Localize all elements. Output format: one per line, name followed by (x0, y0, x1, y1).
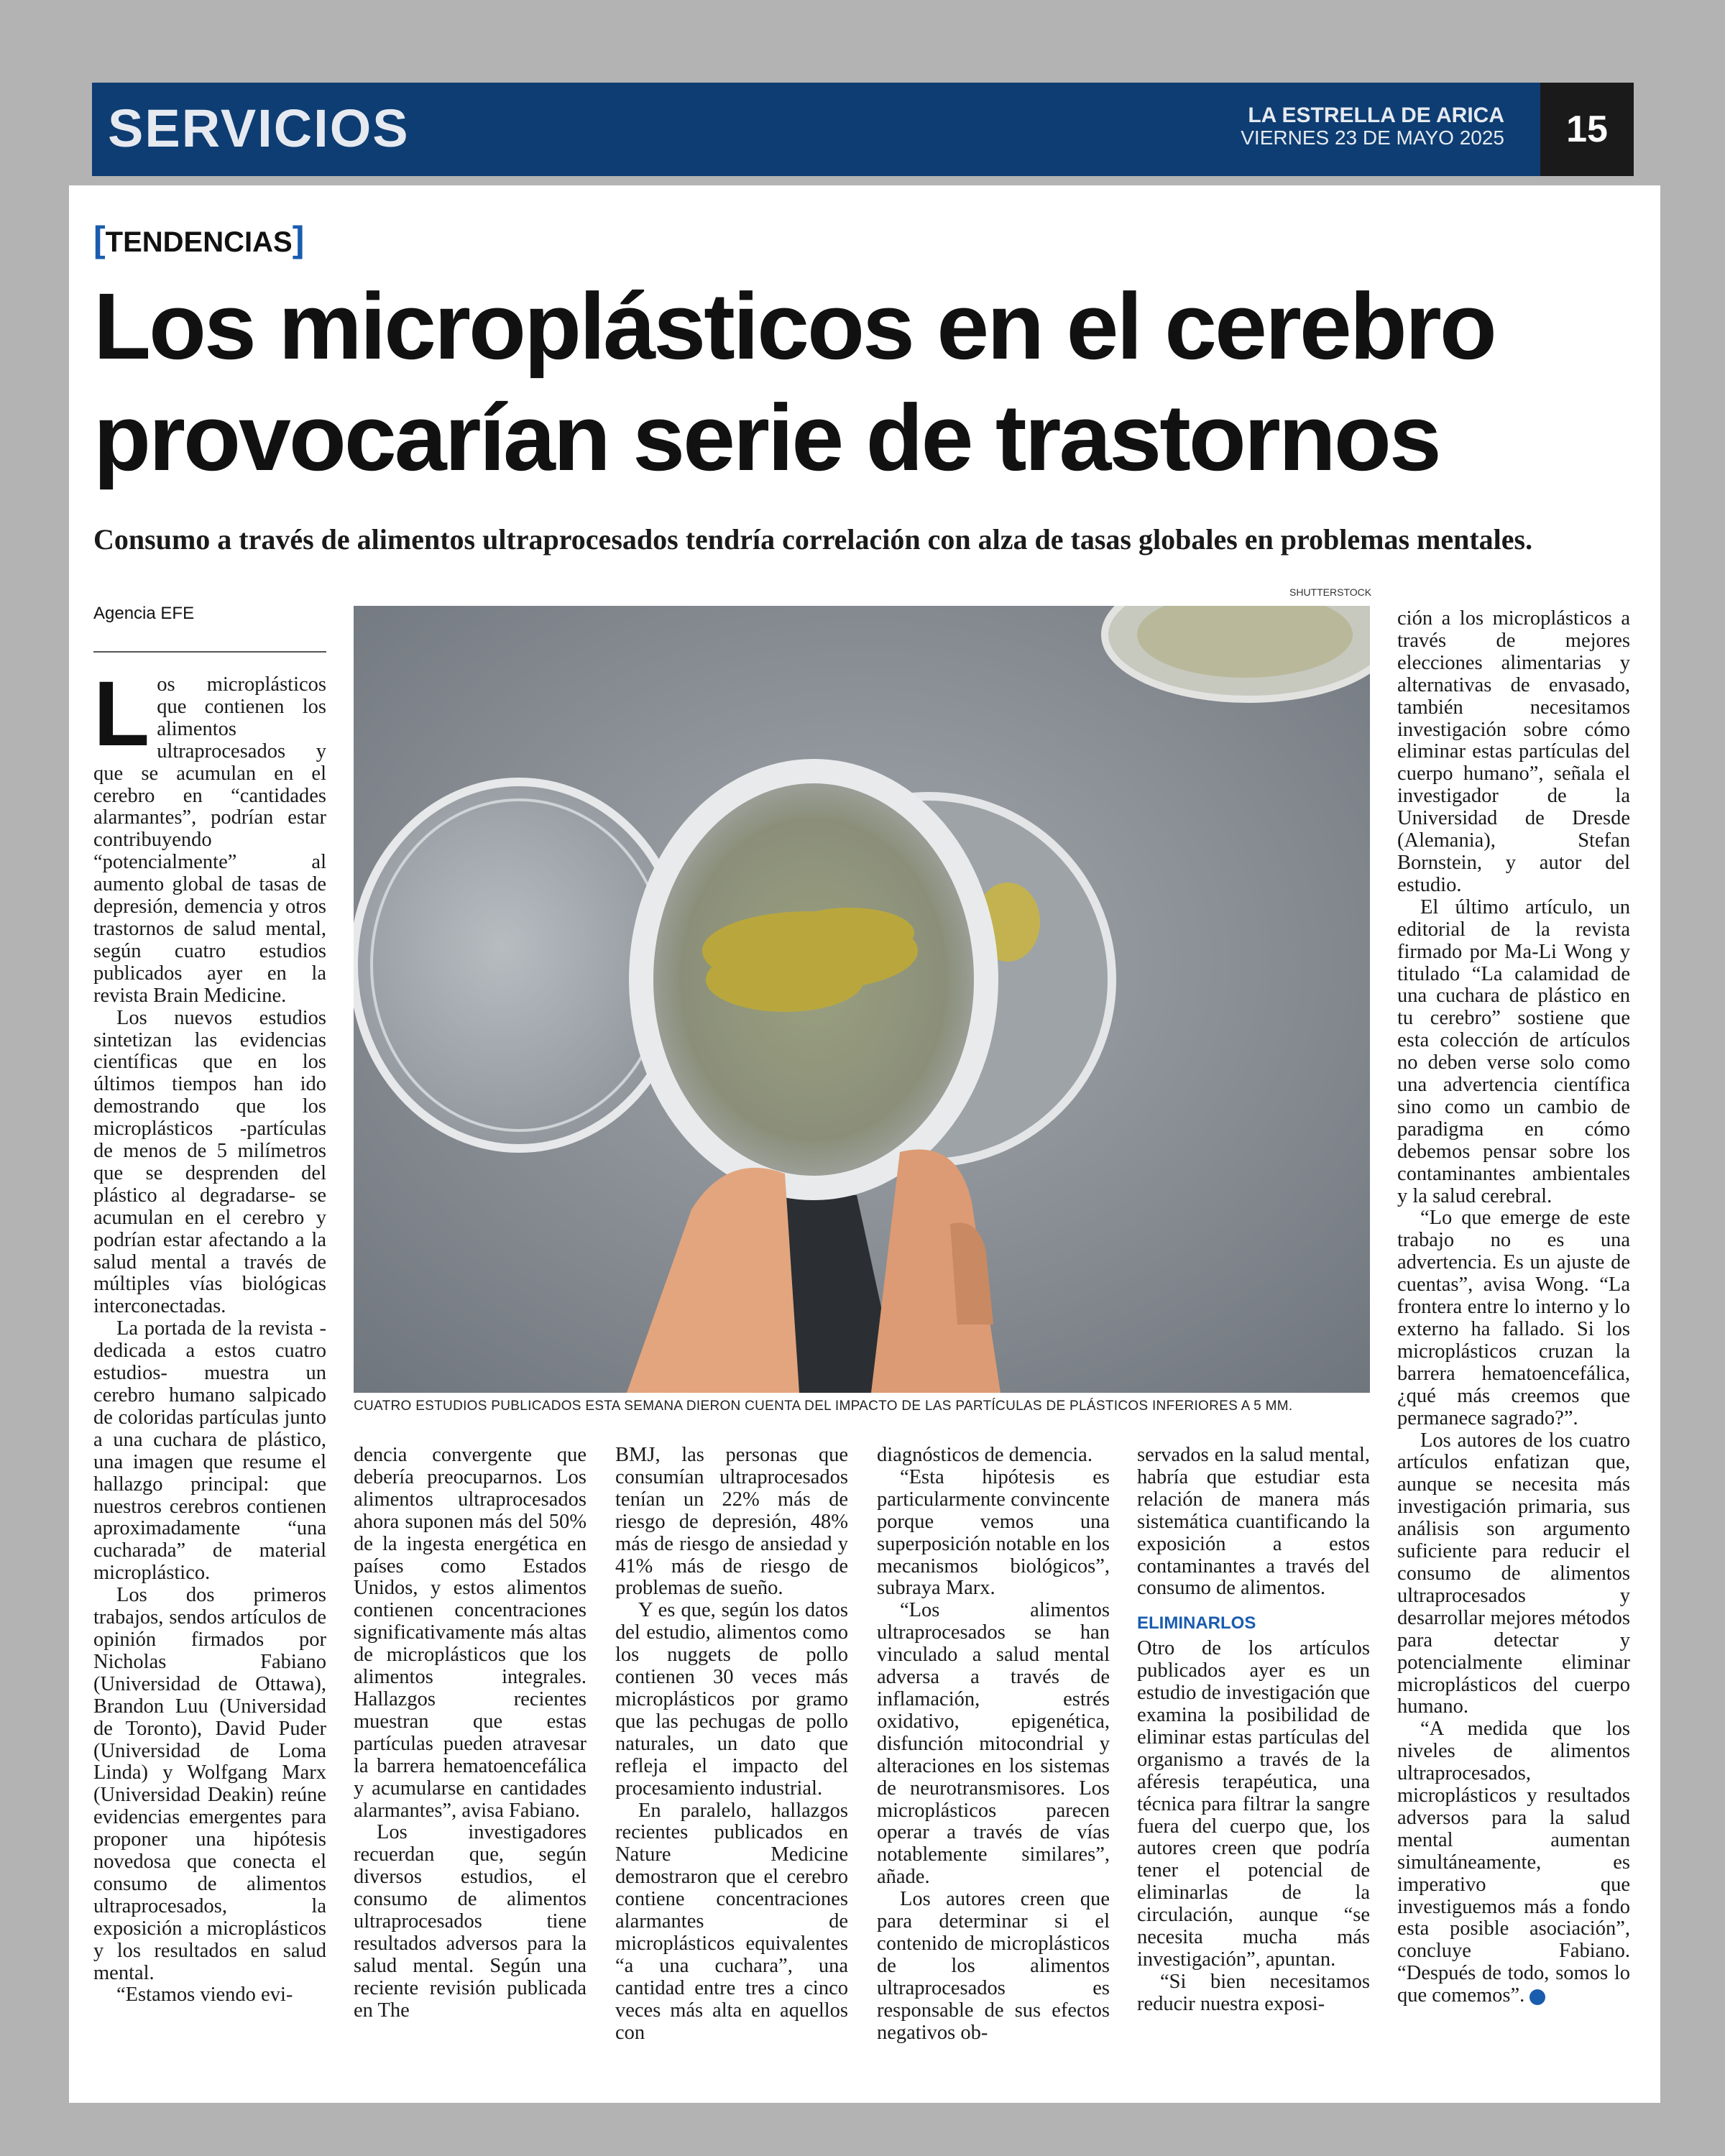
headline (93, 270, 1639, 493)
paragraph: En paralelo, hallazgos recientes publicados en Nature Medicine demostraron que el cerebro contiene concentraciones alarmantes de microplásticos equivalentes “a una cuchara”, una cantidad entre tres a cinco veces más alta en aquellos con (615, 1799, 848, 2044)
paragraph: dencia convergente que debería preocuparnos. Los alimentos ultraprocesados ahora suponen más del 50% de la ingesta energética en países como Estados Unidos, y estos alimentos contienen concentraciones significativamente más altas de microplásticos que los alimentos integrales. Hallazgos recientes muestran que estas partículas pueden atravesar la barrera hematoencefálica y acumularse en cantidades alarmantes”, avisa Fabiano. (354, 1444, 586, 1822)
drop-cap: L (93, 663, 150, 765)
paragraph: Los nuevos estudios sintetizan las evidencias científicas que en los últimos tiempos han ido demostrando que los microplásticos -partículas de menos de 5 milímetros que se desprenden del plástico al degradarse- se acumulan en el cerebro y podrían estar afectando a la salud mental a través de múltiples vías biológicas interconectadas. (93, 1006, 326, 1318)
kicker: [TENDENCIAS] (93, 219, 305, 259)
paragraph: El último artículo, un editorial de la revista firmado por Ma-Li Wong y titulado “La calamidad de una cuchara de plástico en tu cerebro” sostiene que esta colección de artículos no deben verse solo como una advertencia científica sino como un cambio de paradigma en cómo debemos pensar sobre los contaminantes ambientales y la salud cerebral. (1397, 895, 1630, 1207)
paragraph: Los autores de los cuatro artículos enfatizan que, aunque se necesita más investigación primaria, sus análisis son argumento suficiente para reducir el consumo de alimentos ultraprocesados y desarrollar mejores métodos para detectar y potencialmente eliminar microplásticos del cuerpo humano. (1397, 1429, 1630, 1718)
publication-date: VIERNES 23 DE MAYO 2025 (1241, 126, 1504, 149)
paragraph: Los autores creen que para determinar si el contenido de microplásticos de los alimentos ultraprocesados es responsable de sus efectos negativos ob- (877, 1888, 1110, 2044)
kicker-label: TENDENCIAS (105, 226, 293, 258)
deck: Consumo a través de alimentos ultraprocesados tendría correlación con alza de tasas globales en problemas mentales. (93, 523, 1533, 556)
paragraph: “Los alimentos ultraprocesados se han vinculado a salud mental adversa a través de inflamación, estrés oxidativo, epigenética, disfunción mitocondrial y alteraciones en los sistemas de neurotransmisores. Los microplásticos parecen operar a través de vías notablemente similares”, añade. (877, 1599, 1110, 1889)
paragraph: diagnósticos de demencia. (877, 1444, 1092, 1466)
column-4 (877, 1445, 1110, 2044)
paragraph: Y es que, según los datos del estudio, alimentos como los nuggets de pollo contienen 30 veces más microplásticos por gramo que las pechugas de pollo naturales, un dato que refleja el impacto del procesamiento industrial. (615, 1599, 848, 1800)
paragraph: “Esta hipótesis es particularmente convincente porque vemos una superposición notable en los mecanismos biológicos”, subraya Marx. (877, 1465, 1110, 1600)
paragraph: servados en la salud mental, habría que estudiar esta relación de manera más sistemática cuantificando la exposición a estos contaminantes a través del consumo de alimentos. (1137, 1444, 1370, 1600)
paragraph: Los microplásticos que contienen los alimentos ultraprocesados y que se acumulan en el cerebro en “cantidades alarmantes”, podrían estar contribuyendo “potencialmente” al aumento global de tasas de depresión, demencia y otros trastornos de salud mental, según cuatro estudios publicados ayer en la revista Brain Medicine. (93, 663, 326, 1007)
headline-line-2: provocarían serie de trastornos (93, 384, 1440, 490)
paragraph: Los dos primeros trabajos, sendos artículos de opinión firmados por Nicholas Fabiano (Universidad de Ottawa), Brandon Luu (Universidad de Toronto), David Puder (Universidad de Loma Linda) y Wolfgang Marx (Universidad Deakin) reúne evidencias emergentes para proponer una hipótesis novedosa que conecta el consumo de alimentos ultraprocesados, la exposición a microplásticos y los resultados en salud mental. (93, 1584, 326, 1984)
column-6 (1397, 608, 1630, 2007)
section-header-band (92, 83, 1634, 176)
paragraph: “Estamos viendo evi- (116, 1984, 293, 2007)
end-mark-icon: ✚ (1530, 1989, 1545, 2005)
paragraph: “A medida que los niveles de alimentos ultraprocesados, microplásticos y resultados adversos para la salud mental aumentan simultáneamente, es imperativo que investiguemos más a fondo esta posible asociación”, concluye Fabiano. “Después de todo, somos lo que comemos”. ✚ (1397, 1718, 1630, 2007)
subhead: ELIMINARLOS (1137, 1613, 1256, 1634)
paragraph: La portada de la revista -dedicada a estos cuatro estudios- muestra un cerebro humano salpicado de coloridas partículas junto a una cuchara de plástico, una imagen que resume el hallazgo principal: que nuestros cerebros contienen aproximadamente “una cucharada” de material microplástico. (93, 1317, 326, 1585)
column-2 (354, 1445, 586, 2022)
paragraph: Los investigadores recuerdan que, según diversos estudios, el consumo de alimentos ultraprocesados tiene resultados adversos para la salud mental. Según una reciente revisión publicada en The (354, 1821, 586, 2022)
column-1 (93, 663, 326, 2007)
masthead (1241, 104, 1504, 149)
byline: Agencia EFE (93, 604, 195, 623)
paragraph: BMJ, las personas que consumían ultraprocesados tenían un 22% más de riesgo de depresión, 48% más de riesgo de ansiedad y 41% más de riesgo de problemas de sueño. (615, 1444, 848, 1600)
paragraph: “Lo que emerge de este trabajo no es una advertencia. Es un ajuste de cuentas”, avisa Wong. “La frontera entre lo interno y lo externo ha fallado. Si los microplásticos cruzan la barrera hematoencefálica, ¿qué más creemos que permanece sagrado?”. (1397, 1207, 1630, 1429)
column-3 (615, 1445, 848, 2044)
photo-caption: CUATRO ESTUDIOS PUBLICADOS ESTA SEMANA DIERON CUENTA DEL IMPACTO DE LAS PARTÍCULAS DE PLÁSTICOS INFERIORES A 5 MM. (354, 1399, 1293, 1414)
byline-rule (93, 651, 326, 653)
paragraph: Otro de los artículos publicados ayer es un estudio de investigación que examina la posibilidad de eliminar estas partículas del organismo a través de la aféresis terapéutica, una técnica para filtrar la sangre fuera del cuerpo que, los autores creen que podría tener el potencial de eliminarlas de la circulación, aunque “se necesita mucha más investigación”, apuntan. (1137, 1637, 1370, 1971)
paragraph: ción a los microplásticos a través de mejores elecciones alimentarias y alternativas de envasado, también necesitamos investigación sobre cómo eliminar estas partículas del cuerpo humano”, señala el investigador de la Universidad de Dresde (Alemania), Stefan Bornstein, y autor del estudio. (1397, 607, 1630, 896)
article-page (69, 185, 1660, 2103)
paragraph: “Si bien necesitamos reducir nuestra exposi- (1137, 1970, 1370, 2015)
page-number: 15 (1540, 83, 1634, 176)
photo-credit: SHUTTERSTOCK (1289, 586, 1372, 598)
publication-name: LA ESTRELLA DE ARICA (1248, 103, 1504, 127)
headline-line-1: Los microplásticos en el cerebro (93, 273, 1495, 379)
section-title: SERVICIOS (108, 98, 410, 158)
article-photo (354, 606, 1370, 1393)
column-5 (1137, 1445, 1370, 2016)
